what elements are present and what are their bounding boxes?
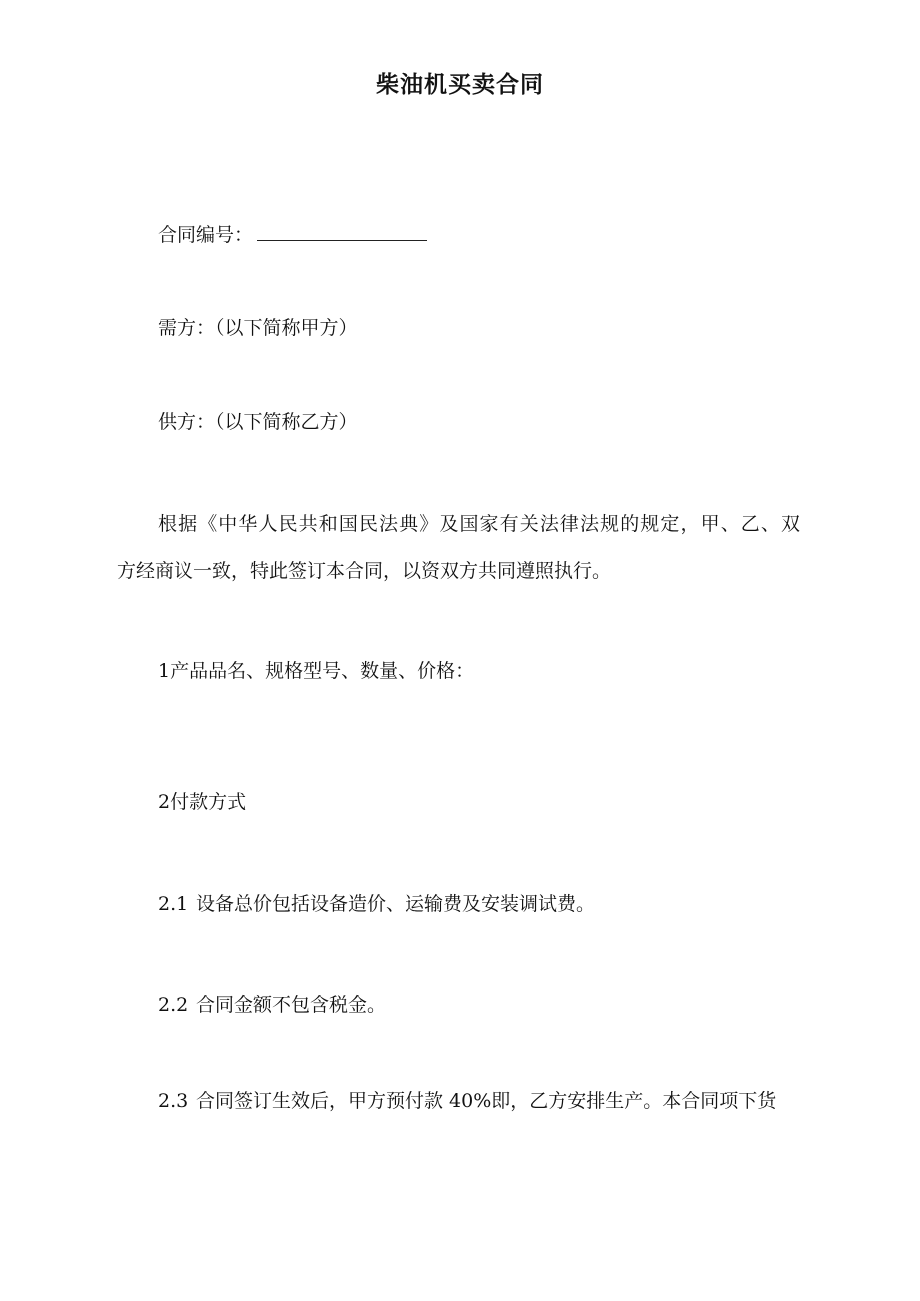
contract-number-line — [158, 222, 427, 247]
clause-2-2-text: 合同金额不包含税金。 — [196, 994, 387, 1016]
clause-2-1-text: 设备总价包括设备造价、运输费及安装调试费。 — [196, 893, 596, 915]
preamble-line-2: 方经商议一致，特此签订本合同，以资双方共同遵照执行。 — [117, 560, 612, 582]
document-title: 柴油机买卖合同 — [376, 72, 544, 98]
seller-line: 供方：（以下简称乙方） — [158, 411, 358, 433]
clause-2-1-number: 2.1 — [158, 893, 189, 915]
contract-number-blank — [257, 222, 427, 241]
section-1-heading: 1产品品名、规格型号、数量、价格： — [158, 660, 475, 682]
clause-2-2 — [158, 993, 386, 1017]
clause-2-2-number: 2.2 — [158, 994, 189, 1016]
buyer-line: 需方：（以下简称甲方） — [158, 317, 358, 339]
clause-2-1 — [158, 892, 595, 916]
clause-2-3 — [158, 1089, 776, 1113]
section-2-heading: 2付款方式 — [158, 791, 247, 813]
clause-2-3-number: 2.3 — [158, 1090, 189, 1112]
preamble-line-1: 根据《中华人民共和国民法典》及国家有关法律法规的规定，甲、乙、双 — [158, 513, 800, 535]
contract-number-label: 合同编号： — [158, 224, 254, 246]
clause-2-3-text: 合同签订生效后，甲方预付款 40%即，乙方安排生产。本合同项下货 — [196, 1090, 777, 1112]
